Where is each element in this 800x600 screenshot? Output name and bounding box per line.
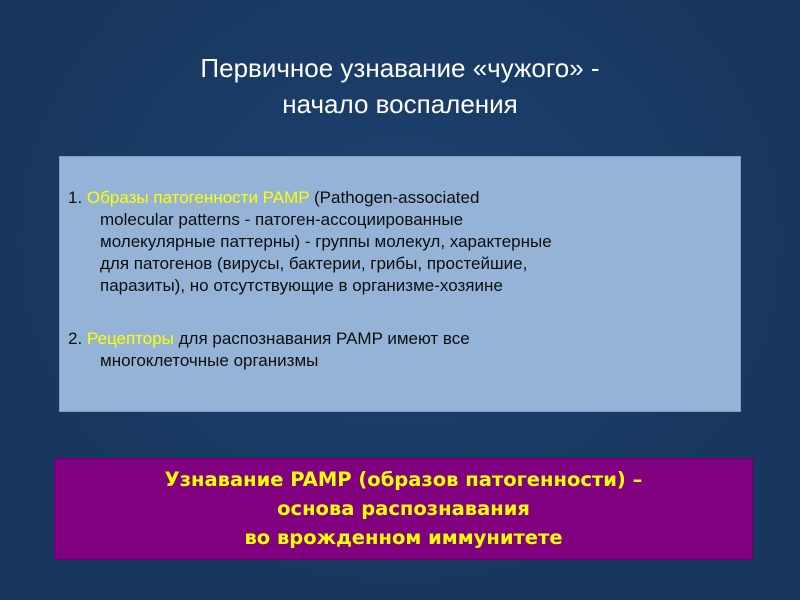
summary-line-1: Узнавание PAMP (образов патогенности) –: [164, 468, 643, 491]
list-item-pamp-line-1: [68, 187, 728, 209]
slide-title: [0, 50, 800, 122]
summary-line-3: во врожденном иммунитете: [244, 526, 563, 549]
receptors-highlight: Рецепторы: [86, 329, 174, 348]
slide-title-line-2: начало воспаления: [282, 89, 518, 119]
list-item-pamp: [68, 187, 728, 297]
summary-box: [54, 458, 753, 560]
receptors-line-1-text: для распознавания PAMP имеют все: [173, 329, 470, 348]
pamp-line-5: паразиты), но отсутствующие в организме-хозяине: [100, 276, 503, 295]
content-box: [59, 156, 741, 412]
summary-line-2: основа распознавания: [277, 497, 530, 520]
pamp-line-2: molecular patterns - патоген-ассоциированные: [100, 210, 464, 229]
item-number: 2.: [68, 329, 87, 348]
pamp-line-4: для патогенов (вирусы, бактерии, грибы, простейшие,: [100, 254, 528, 273]
pamp-line-3: молекулярные паттерны) - группы молекул, характерные: [100, 232, 552, 251]
list-item-receptors: [68, 328, 728, 372]
slide-title-line-1: Первичное узнавание «чужого» -: [200, 53, 600, 83]
pamp-highlight: Образы патогенности PAMP: [86, 188, 310, 207]
item-number: 1.: [68, 188, 87, 207]
pamp-line-1-text: (Pathogen-associated: [309, 188, 480, 207]
list-item-receptors-line-1: [68, 328, 728, 350]
receptors-line-2: многоклеточные организмы: [100, 351, 319, 370]
